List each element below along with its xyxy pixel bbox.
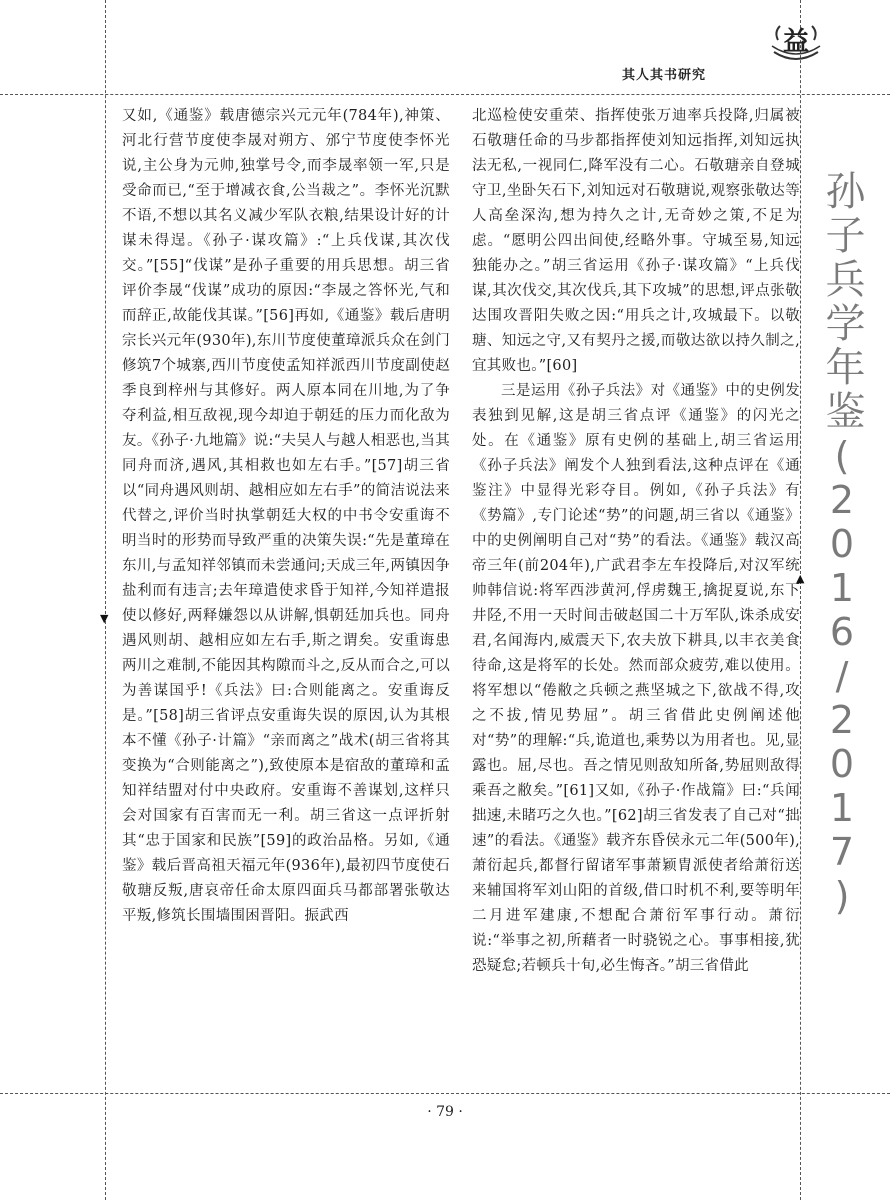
right-paragraph-2: 三是运用《孙子兵法》对《通鉴》中的史例发表独到见解,这是胡三省点评《通鉴》的闪光之处。在《通鉴》原有史例的基础上,胡三省运用《孙子兵法》阐发个人独到看法,这种点评在《通鉴注》中显得光彩夺目。例如,《孙子兵法》有《势篇》,专门论述“势”的问题,胡三省以《通鉴》中的史例阐明自己对“势”的看法。《通鉴》载汉高帝三年(前204年),广武君李左车投降后,对汉军统帅韩信说:将军西涉黄河,俘虏魏王,擒捉夏说,东下井陉,不用一天时间击破赵国二十万军队,诛杀成安君,名闻海内,威震天下,农夫放下耕具,以丰衣美食待命,这是将军的长处。然而部众疲劳,难以使用。将军想以“倦敝之兵顿之燕坚城之下,欲战不得,攻之不拔,情见势屈”。胡三省借此史例阐述他对“势”的理解:“兵,诡道也,乘势以为用者也。见,显露也。屈,尽也。吾之情见则敌知所备,势屈则敌得乘吾之敝矣。”[61]又如,《孙子·作战篇》曰:“兵闻拙速,未睹巧之久也。”[62]胡三省发表了自己对“拙速”的看法。《通鉴》载齐东昏侯永元二年(500年),萧衍起兵,都督行留诸军事萧颖胄派使者给萧衍送来辅国将军刘山阳的首级,借口时机不利,要等明年二月进军建康,不想配合萧衍军事行动。萧衍说:“举事之初,所藉者一时骁锐之心。事事相接,犹恐疑怠;若顿兵十旬,必生悔吝。”胡三省借此 [472, 383, 800, 974]
bottom-rule [0, 1093, 890, 1094]
side-title [812, 170, 872, 918]
running-head: 其人其书研究 [622, 68, 707, 83]
side-title-main: 孙子兵学年鉴 [819, 170, 865, 434]
right-paragraph-1: 北巡检使安重荣、指挥使张万迪率兵投降,归属被石敬瑭任命的马步都指挥使刘知远指挥,刘知远执法无私,一视同仁,降军没有二心。石敬瑭亲自登城守卫,坐卧矢石下,刘知远对石敬瑭说,观察张敬达等人高垒深沟,想为持久之计,无奇妙之策,不足为虑。“愿明公四出间使,经略外事。守城至易,知远独能办之。”胡三省运用《孙子·谋攻篇》“上兵伐谋,其次伐交,其次伐兵,其下攻城”的思想,评点张敬达围攻晋阳失败之因:“用兵之计,攻城最下。以敬瑭、知远之守,又有契丹之援,而敬达欲以持久制之,宜其败也。”[60] [472, 108, 800, 374]
top-rule [0, 94, 890, 95]
left-paragraph-1: 又如,《通鉴》载唐德宗兴元元年(784年),神策、河北行营节度使李晟对朔方、邠宁节度使李怀光说,主公身为元帅,独掌号令,而李晟率领一军,只是受命而已,“至于增减衣食,公当裁之”。李怀光沉默不语,不想以其名义减少军队衣粮,结果设计好的计谋未得逞。《孙子·谋攻篇》:“上兵伐谋,其次伐交。”[55]“伐谋”是孙子重要的用兵思想。胡三省评价李晟“伐谋”成功的原因:“李晟之答怀光,气和而辞正,故能伐其谋。”[56]再如,《通鉴》载后唐明宗长兴元年(930年),东川节度使董璋派兵众在剑门修筑7个城寨,西川节度使孟知祥派西川节度副使赵季良到梓州与其修好。两人原本同在川地,为了争夺利益,相互敌视,现今却迫于朝廷的压力而化敌为友。《孙子·九地篇》说:“夫吴人与越人相恶也,当其同舟而济,遇风,其相救也如左右手。”[57]胡三省以“同舟遇风则胡、越相应如左右手”的简洁说法来代替之,评价当时执掌朝廷大权的中书令安重诲不明当时的形势而导致严重的决策失误:“先是董璋在东川,与孟知祥邻镇而未尝通问;天成三年,两镇因争盐利而有违言;去年璋遣使求昏于知祥,今知祥遣报使以修好,两释嫌怨以从讲解,惧朝廷加兵也。同舟遇风则胡、越相应如左右手,斯之谓矣。安重诲患两川之难制,不能因其构隙而斗之,反从而合之,可以为善谋国乎!《兵法》曰:合则能离之。安重诲反是。”[58]胡三省评点安重诲失误的原因,认为其根本不懂《孙子·计篇》“亲而离之”战术(胡三省将其变换为“合则能离之”),致使原本是宿敌的董璋和孟知祥结盟对付中央政府。安重诲不善谋划,这样只会对国家有百害而无一利。胡三省这一点评折射其“忠于国家和民族”[59]的政治品格。另如,《通鉴》载后晋高祖天福元年(936年),最初四节度使石敬瑭反叛,唐哀帝任命太原四面兵马都部署张敬达平叛,修筑长围墙围困晋阳。振武西 [122, 108, 450, 924]
journal-logo [770, 22, 822, 64]
down-arrow-icon: ▼ [100, 612, 109, 625]
left-rule [105, 0, 106, 1200]
up-arrow-icon: ▲ [796, 572, 805, 585]
right-column [472, 104, 800, 979]
side-title-year: (2016/2017) [820, 434, 864, 918]
page-number: · 79 · [427, 1104, 463, 1120]
left-column [122, 104, 450, 929]
right-rule [800, 0, 801, 1200]
logo-glyph: 益 [782, 27, 810, 57]
